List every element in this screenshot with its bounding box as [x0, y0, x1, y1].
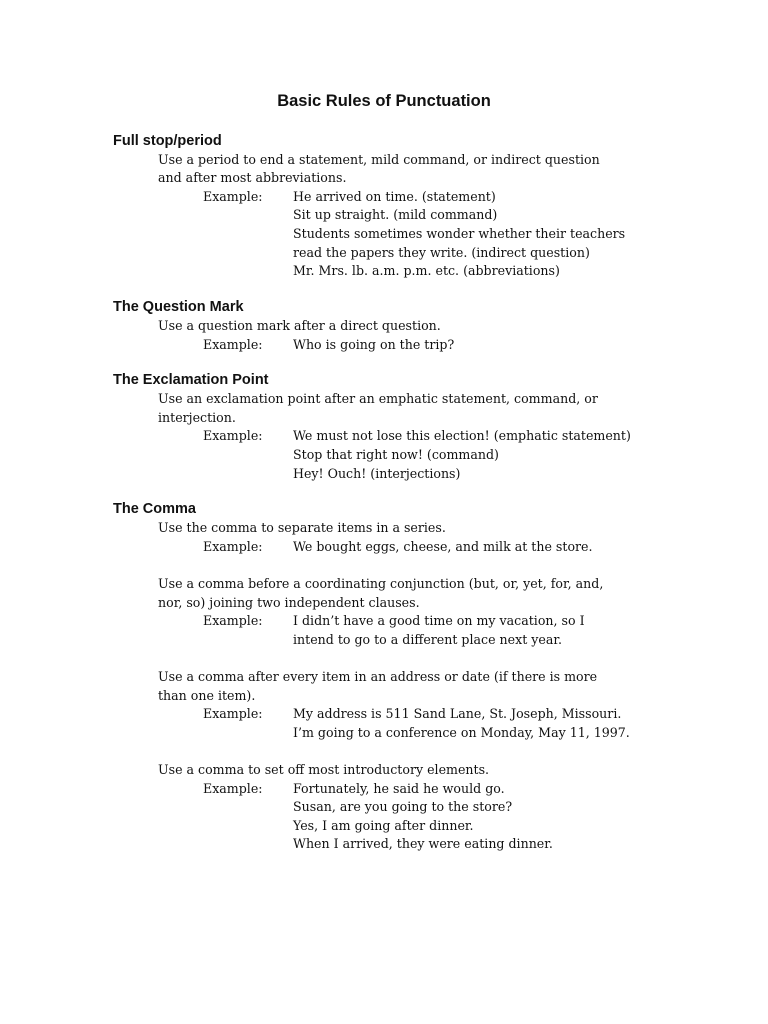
example-label: Example:	[203, 706, 263, 722]
example-text-line: He arrived on time. (statement)	[293, 188, 496, 204]
rule-text-line: Use a comma to set off most introductory elements.	[158, 761, 490, 777]
section-heading: The Exclamation Point	[113, 372, 269, 388]
example-label: Example:	[203, 780, 263, 796]
section-heading: Full stop/period	[113, 132, 222, 149]
example-label: Example:	[203, 538, 263, 554]
section-heading: The Question Mark	[113, 299, 244, 315]
example-text-line: I didn’t have a good time on my vacation, so I	[293, 613, 585, 629]
rule-text-line: Use a comma before a coordinating conjunction (but, or, yet, for, and,	[158, 575, 604, 591]
example-text-line: intend to go to a different place next year.	[293, 631, 562, 647]
example-text-line: Yes, I am going after dinner.	[293, 817, 474, 833]
example-text-line: When I arrived, they were eating dinner.	[293, 836, 553, 852]
rule-text-line: than one item).	[158, 687, 256, 703]
example-label: Example:	[203, 336, 263, 352]
example-text-line: Mr. Mrs. lb. a.m. p.m. etc. (abbreviations)	[293, 263, 560, 279]
example-label: Example:	[203, 428, 263, 444]
example-text-line: read the papers they write. (indirect question)	[293, 244, 590, 260]
page-title: Basic Rules of Punctuation	[277, 92, 491, 110]
example-label: Example:	[203, 613, 263, 629]
example-text-line: Students sometimes wonder whether their teachers	[293, 226, 626, 241]
example-text-line: Hey! Ouch! (interjections)	[293, 465, 461, 481]
example-text-line: Who is going on the trip?	[293, 336, 455, 352]
example-text-line: We bought eggs, cheese, and milk at the store.	[293, 538, 593, 554]
section-heading: The Comma	[113, 501, 196, 517]
example-label: Example:	[203, 188, 263, 204]
example-text-line: We must not lose this election! (emphatic statement)	[293, 428, 631, 444]
rule-text-line: nor, so) joining two independent clauses.	[158, 594, 420, 610]
example-text-line: Susan, are you going to the store?	[293, 799, 513, 815]
example-text-line: Sit up straight. (mild command)	[293, 207, 498, 223]
rule-text-line: Use the comma to separate items in a series.	[158, 520, 446, 536]
example-text-line: I’m going to a conference on Monday, May 11, 1997.	[293, 724, 630, 740]
rule-text-line: Use an exclamation point after an emphatic statement, command, or	[158, 391, 598, 407]
example-text-line: Fortunately, he said he would go.	[293, 780, 505, 796]
example-text-line: Stop that right now! (command)	[293, 446, 499, 462]
rule-text-line: Use a question mark after a direct question.	[158, 318, 441, 334]
rule-text-line: Use a period to end a statement, mild command, or indirect question	[158, 151, 600, 167]
example-text-line: My address is 511 Sand Lane, St. Joseph, Missouri.	[293, 706, 622, 722]
rule-text-line: interjection.	[158, 409, 236, 425]
rule-text-line: Use a comma after every item in an address or date (if there is more	[158, 668, 598, 684]
rule-text-line: and after most abbreviations.	[158, 170, 347, 186]
